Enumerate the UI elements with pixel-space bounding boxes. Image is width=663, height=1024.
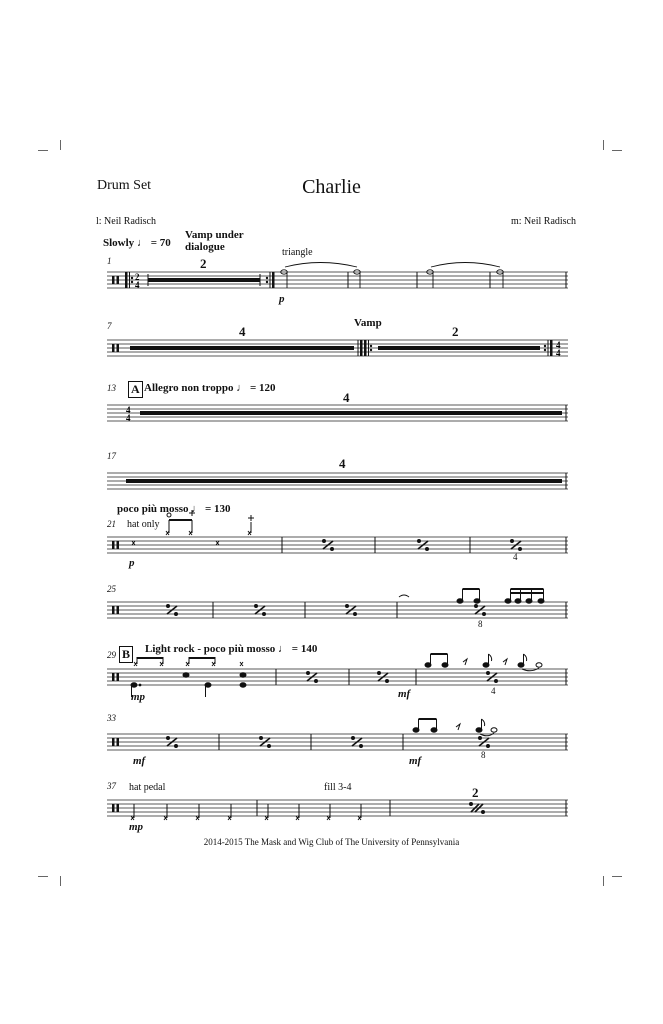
multirest-count: 4 xyxy=(239,324,246,339)
measure-number: 7 xyxy=(107,321,112,331)
measure-number: 33 xyxy=(107,713,116,723)
measure-number: 17 xyxy=(107,451,116,461)
repeat-count: 4 xyxy=(513,552,518,562)
multirest-count: 4 xyxy=(339,456,346,471)
instruction-text: hat only xyxy=(127,519,160,530)
quarter-note-icon: ♩ xyxy=(236,382,248,394)
multirest-count: 4 xyxy=(343,390,350,405)
measure-number: 29 xyxy=(107,650,116,660)
tempo-bpm: = 120 xyxy=(249,382,276,394)
tempo-bpm: = 130 xyxy=(205,503,231,515)
tempo-text: Allegro non troppo xyxy=(144,382,234,394)
instrument-text: triangle xyxy=(282,247,313,258)
measure-number: 37 xyxy=(107,781,116,791)
svg-text:4: 4 xyxy=(126,413,131,423)
tempo-text: Slowly xyxy=(103,237,135,249)
dynamic-marking: p xyxy=(129,557,135,569)
tempo-bpm: = 70 xyxy=(150,237,171,249)
tempo-text: poco più mosso xyxy=(117,503,189,515)
measure-number: 21 xyxy=(107,519,116,529)
rehearsal-text: Vamp xyxy=(354,317,382,329)
multirest-count: 2 xyxy=(452,324,459,339)
lyricist-credit: l: Neil Radisch xyxy=(96,216,156,227)
tempo-text: Light rock - poco più mosso xyxy=(145,643,276,655)
rehearsal-mark: A xyxy=(128,381,143,398)
dynamic-marking: mp xyxy=(131,691,146,703)
dynamic-marking: mp xyxy=(129,821,144,833)
svg-text:4: 4 xyxy=(126,405,131,415)
measure-number: 25 xyxy=(107,584,116,594)
dynamic-marking: mf xyxy=(398,688,411,700)
multirest-count: 2 xyxy=(200,256,207,271)
dynamic-marking: mf xyxy=(409,755,422,767)
svg-text:4: 4 xyxy=(556,348,561,358)
composer-credit: m: Neil Radisch xyxy=(511,216,576,227)
repeat-count: 8 xyxy=(481,750,486,760)
svg-text:4: 4 xyxy=(135,280,140,290)
measure-number: 13 xyxy=(107,383,116,393)
copyright-footer: 2014-2015 The Mask and Wig Club of The University of Pennsylvania xyxy=(203,837,460,847)
dynamic-marking: mf xyxy=(133,755,146,767)
quarter-note-icon: ♩ xyxy=(136,237,148,249)
expression-text: dialogue xyxy=(185,241,225,253)
repeat-count: 8 xyxy=(478,619,483,629)
dynamic-marking: p xyxy=(279,293,285,305)
tempo-bpm: = 140 xyxy=(291,643,318,655)
quarter-note-icon: ♩ xyxy=(191,503,203,515)
page-title: Charlie xyxy=(302,176,361,198)
repeat-count: 2 xyxy=(472,785,479,800)
part-name: Drum Set xyxy=(97,178,152,193)
quarter-note-icon: ♩ xyxy=(278,643,290,655)
rehearsal-mark: B xyxy=(119,646,133,663)
instruction-text: fill 3-4 xyxy=(324,782,352,793)
instruction-text: hat pedal xyxy=(129,782,166,793)
measure-number: 1 xyxy=(107,256,112,266)
staff-lines xyxy=(107,800,568,816)
svg-text:4: 4 xyxy=(556,340,561,350)
repeat-count: 4 xyxy=(491,686,496,696)
expression-text: Vamp under xyxy=(185,229,244,241)
svg-text:2: 2 xyxy=(135,272,140,282)
